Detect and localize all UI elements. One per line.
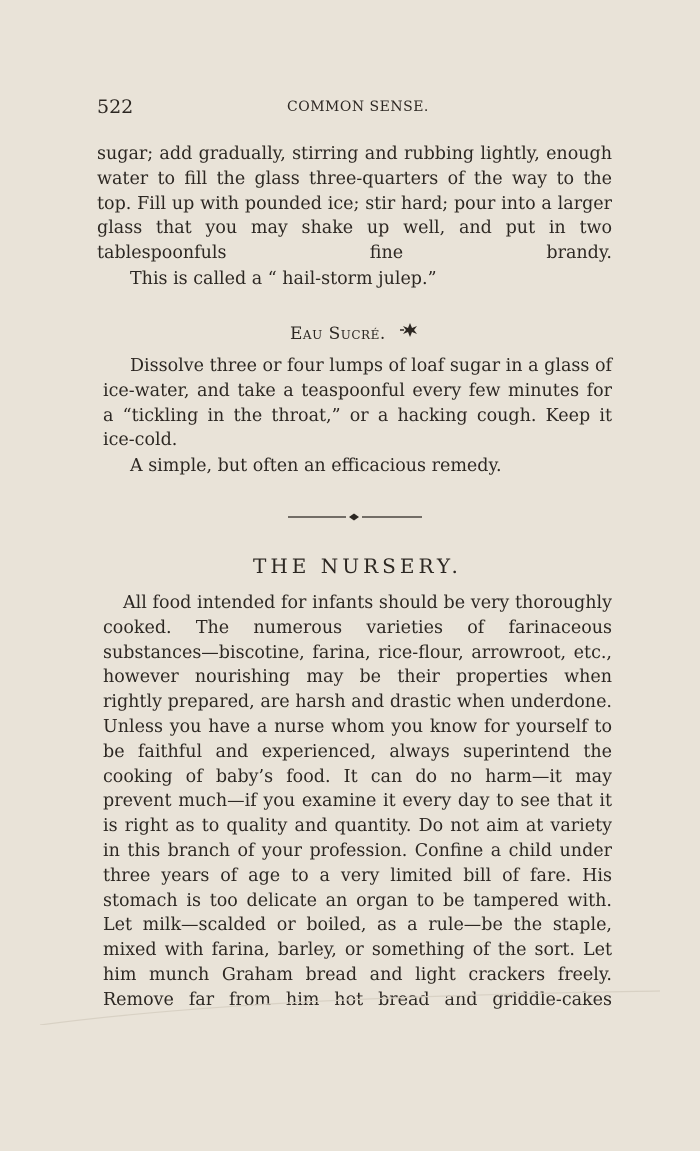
julep-note: This is called a “ hail-storm julep.”	[130, 269, 437, 289]
eau-sucre-paragraph	[103, 354, 612, 453]
eau-sucre-note: A simple, but often an efficacious remedy.	[130, 456, 502, 476]
nursery-paragraph	[103, 591, 612, 1013]
page-header	[97, 96, 617, 124]
eau-sucre-paragraph-text: Dissolve three or four lumps of loaf sugar in a glass of ice-water, and take a teaspoonful every few minutes for a “tickling in the throat,” or a hacking cough. Keep it ice-cold.	[103, 356, 612, 451]
running-head: COMMON SENSE.	[287, 99, 429, 115]
nursery-title: THE NURSERY.	[253, 554, 462, 578]
cross-pattee-icon	[400, 322, 420, 342]
nursery-paragraph-text: All food intended for infants should be very thoroughly cooked. The numerous varieties of farinaceous substances—biscotine, farina, rice-flour, arrowroot, etc., however nourishing may be their properties when rightly prepared, are harsh and drastic when underdone. Unless you have a nurse whom you know for yourself to be faithful and experienced, always superintend the cooking of baby’s food. It can do no harm—it may prevent much—if you examine it every day to see that it is right as to quality and quantity. Do not aim at variety in this branch of your profession. Confine a child under three years of age to a very limited bill of fare. His stomach is too delicate an organ to be tampered with. Let milk—scalded or boiled, as a rule—be the staple, mixed with farina, barley, or something of the sort. Let him munch Graham bread and light crackers freely. Remove far from him hot bread and griddle-cakes	[103, 593, 612, 1010]
section-divider	[288, 509, 422, 523]
julep-paragraph: sugar; add gradually, stirring and rubbing lightly, enough water to fill the glass three-quarters of the way to the top. Fill up with pounded ice; stir hard; pour into a larger glass that you may shake up well, and put in two tablespoonfuls fine brandy.	[97, 144, 612, 264]
eau-sucre-heading	[290, 322, 420, 344]
page-number: 522	[97, 96, 134, 118]
eau-sucre-heading-text: Eau Sucré.	[290, 324, 386, 344]
